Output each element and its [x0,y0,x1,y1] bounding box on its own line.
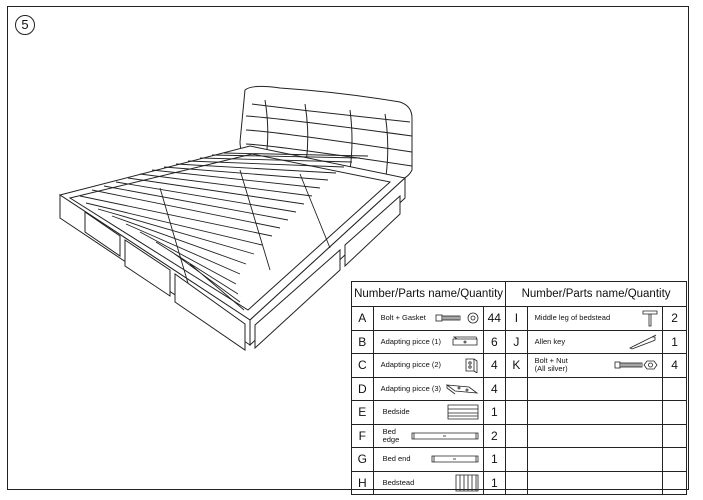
empty-cell [506,448,528,472]
part-qty: 2 [483,424,506,448]
part-name: Adapting picce (3) [380,383,442,393]
part-cell [373,424,483,448]
part-qty: 6 [483,330,506,354]
part-cell [373,401,483,425]
header-right: Number/Parts name/Quantity [506,282,687,307]
part-name: Adapting picce (1) [380,336,442,346]
part-name: Adapting picce (2) [380,360,442,370]
empty-cell [663,471,687,495]
empty-cell [663,401,687,425]
empty-cell [506,377,528,401]
part-name-line2: (All silver) [534,364,568,374]
bolt-gasket-icon [435,312,479,324]
part-letter: G [352,448,374,472]
part-name: Bedstead [382,477,415,487]
table-row [352,401,687,425]
table-row [352,377,687,401]
empty-cell [506,471,528,495]
part-letter: H [352,471,374,495]
empty-cell [663,448,687,472]
bolt-nut-icon [614,359,658,371]
part-qty: 4 [483,354,506,378]
part-qty: 1 [483,401,506,425]
part-cell [527,307,663,331]
step-number-badge: 5 [15,15,35,35]
part-qty: 1 [483,471,506,495]
bed-edge-icon [411,431,479,441]
part-cell [527,330,663,354]
empty-cell [527,471,663,495]
part-cell [373,448,483,472]
part-qty: 4 [663,354,687,378]
part-qty: 4 [483,377,506,401]
adapting-piece-1-icon [451,336,479,348]
part-cell [373,354,483,378]
adapting-piece-3-icon [445,382,479,396]
bedside-icon [447,403,479,421]
empty-cell [527,448,663,472]
part-qty: 44 [483,307,506,331]
table-row [352,471,687,495]
part-letter: D [352,377,374,401]
part-name: Bolt + Gasket [380,313,426,323]
table-row [352,448,687,472]
table-row [352,307,687,331]
part-cell [373,307,483,331]
empty-cell [527,401,663,425]
empty-cell [527,424,663,448]
part-letter: J [506,330,528,354]
part-cell [373,330,483,354]
empty-cell [527,377,663,401]
part-name [531,357,568,373]
part-name: Allen key [534,336,566,346]
table-header-row [352,282,687,307]
part-qty: 1 [663,330,687,354]
empty-cell [506,424,528,448]
bed-end-icon [431,454,479,464]
part-qty: 1 [483,448,506,472]
part-letter: A [352,307,374,331]
part-name: Bed end [382,454,411,464]
empty-cell [506,401,528,425]
part-letter: C [352,354,374,378]
part-name: Middle leg of bedstead [534,313,611,323]
part-qty: 2 [663,307,687,331]
bedstead-icon [455,474,479,492]
middle-leg-icon [642,309,658,327]
part-name-line1: Bolt + Nut [534,356,568,366]
header-left: Number/Parts name/Quantity [352,282,506,307]
adapting-piece-2-icon [463,357,479,373]
allen-key-icon [628,334,658,350]
part-cell [527,354,663,378]
empty-cell [663,377,687,401]
part-cell [373,471,483,495]
table-row [352,424,687,448]
part-letter: E [352,401,374,425]
parts-table [351,281,687,495]
part-name: Bed edge [382,426,400,444]
part-name: Bedside [382,407,410,417]
table-row [352,330,687,354]
empty-cell [663,424,687,448]
part-letter: K [506,354,528,378]
part-letter: I [506,307,528,331]
part-letter: B [352,330,374,354]
table-row [352,354,687,378]
part-cell [373,377,483,401]
part-letter: F [352,424,374,448]
